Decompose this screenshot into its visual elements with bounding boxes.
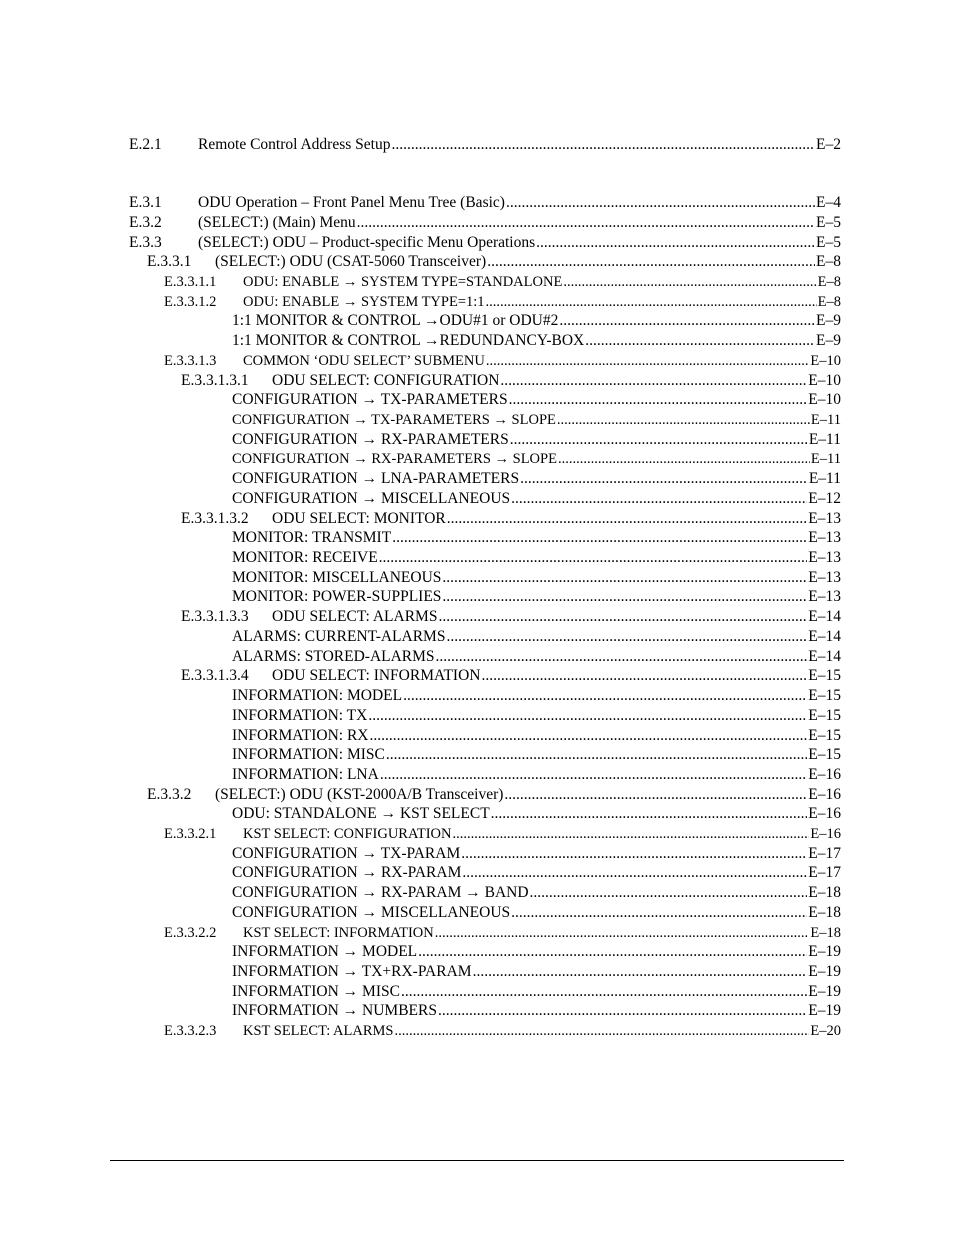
page-number: E–17 (808, 864, 841, 881)
toc-entry[interactable] (164, 1021, 841, 1041)
toc-entry[interactable] (232, 726, 841, 746)
page-number: E–16 (808, 786, 841, 803)
page-number: E–8 (817, 294, 841, 310)
page-number: E–19 (808, 983, 841, 1000)
dot-leader (368, 706, 807, 726)
section-title: MONITOR: POWER-SUPPLIES (232, 588, 442, 605)
section-title: 1:1 MONITOR & CONTROL →REDUNDANCY-BOX (232, 332, 585, 349)
page-number: E–18 (808, 884, 841, 901)
section-title: INFORMATION: RX (232, 727, 369, 744)
dot-leader (504, 785, 807, 805)
section-number: E.3.3.1 (147, 253, 192, 270)
dot-leader (491, 804, 808, 824)
dot-leader (462, 863, 807, 883)
page-number: E–19 (808, 1002, 841, 1019)
dot-leader (520, 469, 808, 489)
dot-leader (403, 686, 807, 706)
section-title: (SELECT:) ODU (KST-2000A/B Transceiver) (215, 786, 504, 803)
section-title: INFORMATION: LNA (232, 766, 379, 783)
section-title: KST SELECT: CONFIGURATION (243, 826, 452, 842)
section-title: 1:1 MONITOR & CONTROL →ODU#1 or ODU#2 (232, 312, 559, 329)
section-number: E.3.1 (129, 194, 162, 211)
toc-entry[interactable] (232, 903, 841, 923)
page-number: E–20 (810, 1023, 841, 1039)
page-number: E–18 (808, 904, 841, 921)
toc-entry[interactable] (232, 311, 841, 331)
dot-leader (418, 942, 807, 962)
toc-entry[interactable] (232, 489, 841, 509)
section-title: INFORMATION → MISC (232, 983, 400, 1000)
toc-entry[interactable] (147, 785, 841, 805)
toc-entry[interactable] (232, 587, 841, 607)
toc-entry[interactable] (164, 824, 841, 844)
toc-entry[interactable] (181, 371, 841, 391)
toc-entry[interactable] (181, 607, 841, 627)
page-number: E–13 (808, 569, 841, 586)
toc-entry[interactable] (232, 390, 841, 410)
dot-leader (380, 765, 807, 785)
section-number: E.3.3 (129, 234, 162, 251)
section-title: (SELECT:) ODU – Product-specific Menu Operations (198, 234, 536, 251)
toc-entry[interactable] (232, 962, 841, 982)
dot-leader (461, 844, 807, 864)
dot-leader (486, 351, 810, 371)
section-title: CONFIGURATION → RX-PARAMETERS (232, 431, 509, 448)
section-number: E.3.3.1.3 (164, 353, 217, 369)
page-number: E–19 (808, 963, 841, 980)
page-number: E–14 (808, 628, 841, 645)
section-title: MONITOR: MISCELLANEOUS (232, 569, 442, 586)
dot-leader (357, 213, 815, 233)
page-number: E–16 (810, 826, 841, 842)
section-title: (SELECT:) (Main) Menu (198, 214, 356, 231)
page-number: E–10 (810, 353, 841, 369)
toc-entry[interactable] (232, 410, 841, 430)
toc-entry[interactable] (181, 666, 841, 686)
dot-leader (559, 311, 815, 331)
toc-entry[interactable] (232, 982, 841, 1002)
page-number: E–9 (816, 312, 841, 329)
toc-entry[interactable] (181, 509, 841, 529)
page-number: E–17 (808, 845, 841, 862)
dot-leader (438, 607, 807, 627)
section-number: E.2.1 (129, 136, 162, 153)
dot-leader (509, 390, 808, 410)
section-title: INFORMATION → MODEL (232, 943, 418, 960)
dot-leader (510, 430, 808, 450)
toc-entry[interactable] (129, 135, 841, 155)
section-number: E.3.2 (129, 214, 162, 231)
dot-leader (500, 371, 807, 391)
section-title: ODU SELECT: MONITOR (272, 510, 446, 527)
dot-leader (391, 135, 815, 155)
page-number: E–15 (808, 727, 841, 744)
toc-entry[interactable] (129, 193, 841, 213)
page-number: E–12 (808, 490, 841, 507)
page-number: E–9 (816, 332, 841, 349)
toc-entry[interactable] (232, 844, 841, 864)
section-title: (SELECT:) ODU (CSAT-5060 Transceiver) (215, 253, 487, 270)
dot-leader (447, 509, 808, 529)
section-title: CONFIGURATION → TX-PARAM (232, 845, 461, 862)
section-title: KST SELECT: ALARMS (243, 1023, 394, 1039)
section-title: MONITOR: TRANSMIT (232, 529, 392, 546)
toc-entry[interactable] (129, 213, 841, 233)
section-title: ODU: STANDALONE → KST SELECT (232, 805, 490, 822)
dot-leader (511, 903, 807, 923)
section-title: ODU SELECT: INFORMATION (272, 667, 481, 684)
dot-leader (511, 489, 807, 509)
section-title: ODU: ENABLE → SYSTEM TYPE=1:1 (243, 294, 485, 310)
page-number: E–10 (808, 372, 841, 389)
dot-leader (370, 726, 808, 746)
dot-leader (558, 449, 810, 469)
page-number: E–13 (808, 510, 841, 527)
section-title: ALARMS: CURRENT-ALARMS (232, 628, 446, 645)
page-number: E–14 (808, 648, 841, 665)
page-number: E–11 (810, 451, 841, 467)
page-number: E–10 (808, 391, 841, 408)
dot-leader (394, 1021, 809, 1041)
toc-entry[interactable] (164, 292, 841, 312)
section-title: CONFIGURATION → MISCELLANEOUS (232, 490, 511, 507)
section-title: ALARMS: STORED-ALARMS (232, 648, 435, 665)
page-number: E–13 (808, 529, 841, 546)
section-title: INFORMATION → TX+RX-PARAM (232, 963, 472, 980)
page-number: E–2 (816, 136, 841, 153)
page-number: E–11 (808, 431, 841, 448)
toc-entry[interactable] (232, 765, 841, 785)
toc-entry[interactable] (232, 942, 841, 962)
section-title: INFORMATION → NUMBERS (232, 1002, 437, 1019)
section-number: E.3.3.2 (147, 786, 192, 803)
page-number: E–14 (808, 608, 841, 625)
page-number: E–16 (808, 766, 841, 783)
page-number: E–5 (816, 214, 841, 231)
page-number: E–11 (810, 412, 841, 428)
page-number: E–13 (808, 549, 841, 566)
page-number: E–15 (808, 746, 841, 763)
dot-leader (487, 252, 815, 272)
section-number: E.3.3.2.2 (164, 925, 217, 941)
toc-entry[interactable] (232, 568, 841, 588)
dot-leader (452, 824, 809, 844)
section-title: COMMON ‘ODU SELECT’ SUBMENU (243, 353, 485, 369)
dot-leader (442, 587, 807, 607)
page-number: E–18 (810, 925, 841, 941)
footer-rule (110, 1160, 844, 1161)
toc-entry[interactable] (164, 351, 841, 371)
toc-entry[interactable] (232, 528, 841, 548)
section-title: ODU SELECT: CONFIGURATION (272, 372, 500, 389)
section-title: CONFIGURATION → RX-PARAM → BAND (232, 884, 529, 901)
dot-leader (435, 923, 810, 943)
section-title: CONFIGURATION → MISCELLANEOUS (232, 904, 511, 921)
toc-entry[interactable] (164, 923, 841, 943)
section-title: CONFIGURATION → RX-PARAM (232, 864, 462, 881)
dot-leader (481, 666, 807, 686)
dot-leader (446, 627, 807, 647)
section-title: INFORMATION: TX (232, 707, 368, 724)
toc-entry[interactable] (232, 430, 841, 450)
toc-entry[interactable] (232, 627, 841, 647)
dot-leader (506, 193, 815, 213)
toc-entry[interactable] (129, 233, 841, 253)
section-title: CONFIGURATION → TX-PARAMETERS → SLOPE (232, 412, 556, 428)
dot-leader (473, 962, 808, 982)
dot-leader (557, 410, 810, 430)
page-number: E–19 (808, 943, 841, 960)
toc-entry[interactable] (232, 449, 841, 469)
section-title: CONFIGURATION → RX-PARAMETERS → SLOPE (232, 451, 557, 467)
dot-leader (392, 528, 807, 548)
toc-entry[interactable] (232, 686, 841, 706)
section-number: E.3.3.1.3.2 (181, 510, 249, 527)
dot-leader (401, 982, 807, 1002)
dot-leader (386, 745, 807, 765)
toc-entry[interactable] (232, 548, 841, 568)
page-number: E–16 (808, 805, 841, 822)
section-title: KST SELECT: INFORMATION (243, 925, 434, 941)
section-number: E.3.3.2.1 (164, 826, 217, 842)
section-title: INFORMATION: MISC (232, 746, 385, 763)
dot-leader (442, 568, 807, 588)
toc-entry[interactable] (232, 1001, 841, 1021)
page-number: E–11 (808, 470, 841, 487)
dot-leader (436, 647, 808, 667)
section-title: CONFIGURATION → TX-PARAMETERS (232, 391, 508, 408)
toc-entry[interactable] (147, 252, 841, 272)
page-number: E–5 (816, 234, 841, 251)
dot-leader (379, 548, 808, 568)
section-number: E.3.3.1.3.4 (181, 667, 249, 684)
section-number: E.3.3.1.1 (164, 274, 217, 290)
toc-entry[interactable] (232, 706, 841, 726)
section-number: E.3.3.1.3.3 (181, 608, 249, 625)
toc-entry[interactable] (232, 331, 841, 351)
page-number: E–13 (808, 588, 841, 605)
dot-leader (438, 1001, 807, 1021)
toc-entry[interactable] (232, 863, 841, 883)
section-number: E.3.3.1.3.1 (181, 372, 249, 389)
toc-entry[interactable] (232, 647, 841, 667)
section-title: CONFIGURATION → LNA-PARAMETERS (232, 470, 520, 487)
section-number: E.3.3.2.3 (164, 1023, 217, 1039)
page-number: E–8 (817, 274, 841, 290)
page-number: E–15 (808, 667, 841, 684)
page-number: E–4 (816, 194, 841, 211)
section-title: Remote Control Address Setup (198, 136, 391, 153)
dot-leader (530, 883, 808, 903)
page-number: E–15 (808, 687, 841, 704)
toc-entry[interactable] (232, 883, 841, 903)
toc-entry[interactable] (232, 745, 841, 765)
section-title: ODU: ENABLE → SYSTEM TYPE=STANDALONE (243, 274, 563, 290)
page-number: E–8 (816, 253, 841, 270)
section-number: E.3.3.1.2 (164, 294, 217, 310)
section-title: INFORMATION: MODEL (232, 687, 403, 704)
toc-entry[interactable] (164, 272, 841, 292)
section-title: MONITOR: RECEIVE (232, 549, 378, 566)
dot-leader (536, 233, 815, 253)
toc-entry[interactable] (232, 469, 841, 489)
section-title: ODU Operation – Front Panel Menu Tree (Basic) (198, 194, 505, 211)
toc-entry[interactable] (232, 804, 841, 824)
page-number: E–15 (808, 707, 841, 724)
dot-leader (486, 292, 817, 312)
section-title: ODU SELECT: ALARMS (272, 608, 438, 625)
dot-leader (585, 331, 815, 351)
dot-leader (563, 272, 816, 292)
